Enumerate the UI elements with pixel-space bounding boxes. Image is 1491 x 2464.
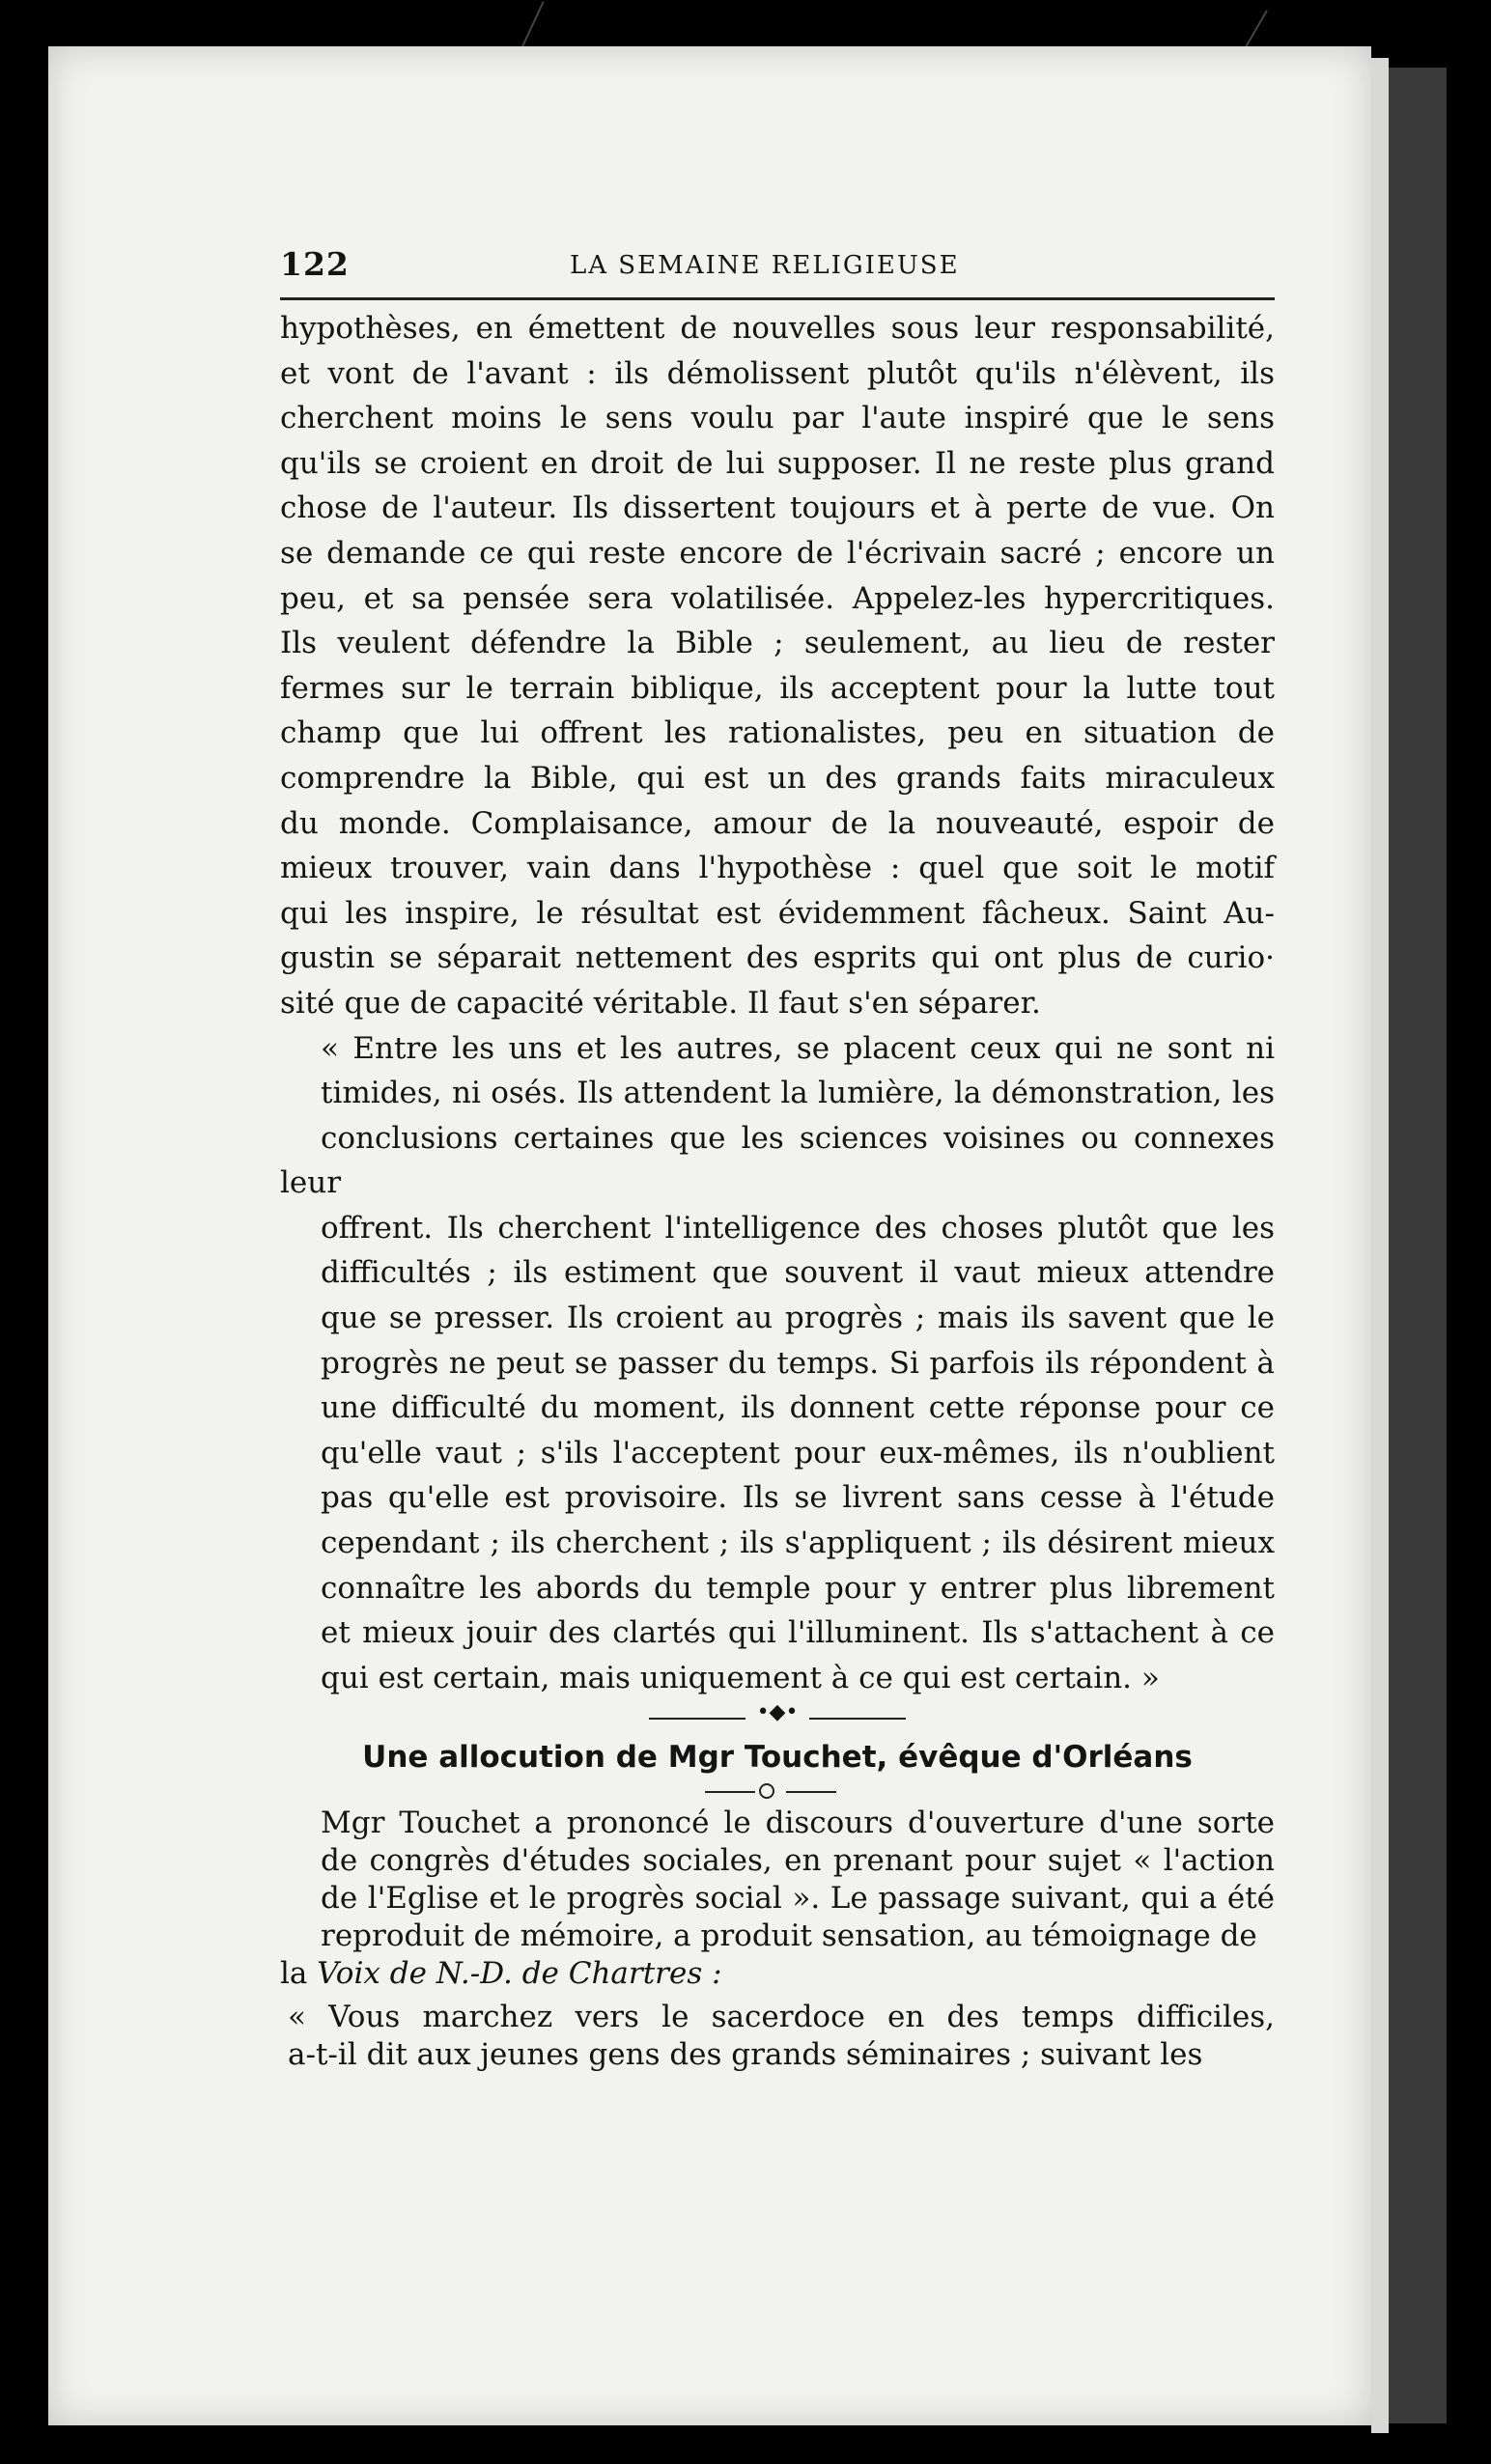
text-line: hypothèses, en émettent de nouvelles sous leur responsabilité, — [280, 311, 1275, 346]
text-line: difficultés ; ils estiment que souvent il vaut mieux attendre — [321, 1255, 1275, 1291]
text-line: mieux trouver, vain dans l'hypothèse : quel que soit le motif — [280, 851, 1275, 886]
header-rule — [280, 297, 1275, 300]
text-line: gustin se séparait nettement des esprits qui ont plus de curio· — [280, 940, 1275, 976]
text-line: comprendre la Bible, qui est un des grands faits miraculeux — [280, 760, 1275, 796]
text-line: que se presser. Ils croient au progrès ; mais ils savent que le — [321, 1301, 1275, 1336]
running-head — [280, 239, 1275, 297]
source-title: Voix de N.-D. de Chartres : — [317, 1956, 722, 1992]
section-title: Une allocution de Mgr Touchet, évêque d'Orléans — [362, 1740, 1193, 1776]
text-line: fermes sur le terrain biblique, ils acceptent pour la lutte tout — [280, 670, 1275, 706]
text-line: qui les inspire, le résultat est évidemment fâcheux. Saint Au- — [280, 895, 1275, 931]
section-ornament — [280, 1700, 1275, 1731]
text-line: Ils veulent défendre la Bible ; seulement, au lieu de rester — [280, 626, 1275, 661]
ornament-rule-right — [809, 1718, 906, 1720]
text-line: une difficulté du moment, ils donnent cette réponse pour ce — [321, 1390, 1275, 1426]
text-line: et vont de l'avant : ils démolissent plutôt qu'ils n'élèvent, ils — [280, 355, 1275, 391]
text-line: de congrès d'études sociales, en prenant pour sujet « l'action — [321, 1843, 1275, 1879]
body-paragraph-1 — [280, 306, 1275, 1026]
page-text-block — [280, 239, 1275, 2074]
page-edge — [1371, 58, 1389, 2433]
text-line: « Entre les uns et les autres, se placent ceux qui ne sont ni — [321, 1030, 1275, 1066]
text-line: connaître les abords du temple pour y entrer plus librement — [321, 1570, 1275, 1606]
text-line: pas qu'elle est provisoire. Ils se livrent sans cesse à l'étude — [321, 1480, 1275, 1516]
text-line: Mgr Touchet a prononcé le discours d'ouverture d'une sorte — [321, 1806, 1275, 1841]
text-line: du monde. Complaisance, amour de la nouveauté, espoir de — [280, 805, 1275, 841]
title-separator — [280, 1779, 1275, 1803]
page-number: 122 — [280, 245, 350, 283]
section-paragraph-1-plain: la — [280, 1956, 318, 1992]
text-line: peu, et sa pensée sera volatilisée. Appelez-les hypercritiques. — [280, 580, 1275, 616]
section-paragraph-1 — [280, 1805, 1275, 1955]
text-line: sité que de capacité véritable. Il faut s'en séparer. — [280, 985, 1041, 1021]
text-line: a-t-il dit aux jeunes gens des grands séminaires ; suivant les — [288, 2037, 1203, 2073]
text-line: conclusions certaines que les sciences voisines ou connexes leur — [280, 1120, 1275, 1201]
text-line: chose de l'auteur. Ils dissertent toujours et à perte de vue. On — [280, 490, 1275, 526]
text-line: se demande ce qui reste encore de l'écrivain sacré ; encore un — [280, 535, 1275, 571]
facing-page-shadow — [1389, 68, 1447, 2423]
text-line: offrent. Ils cherchent l'intelligence des choses plutôt que les — [321, 1210, 1275, 1246]
text-line: timides, ni osés. Ils attendent la lumière, la démonstration, les — [321, 1076, 1275, 1111]
text-line: cherchent moins le sens voulu par l'aute inspiré que le sens — [280, 401, 1275, 436]
separator-rule-right — [786, 1791, 836, 1793]
text-line: progrès ne peut se passer du temps. Si parfois ils répondent à — [321, 1345, 1275, 1381]
text-line: qu'elle vaut ; s'ils l'acceptent pour eux-mêmes, ils n'oublient — [321, 1435, 1275, 1470]
ornament-glyph: •◆• — [756, 1700, 799, 1725]
text-line: qu'ils se croient en droit de lui supposer. Il ne reste plus grand — [280, 445, 1275, 481]
body-paragraph-2 — [280, 1026, 1275, 1701]
journal-title: LA SEMAINE RELIGIEUSE — [570, 251, 960, 280]
text-line: cependant ; ils cherchent ; ils s'appliquent ; ils désirent mieux — [321, 1526, 1275, 1561]
ornament-rule-left — [649, 1718, 746, 1720]
text-line: reproduit de mémoire, a produit sensation, au témoignage de — [321, 1918, 1257, 1954]
separator-rule-left — [705, 1791, 755, 1793]
separator-circle-icon — [759, 1783, 774, 1799]
text-line: et mieux jouir des clartés qui l'illuminent. Ils s'attachent à ce — [321, 1615, 1275, 1651]
section-paragraph-2 — [280, 1999, 1275, 2074]
text-line: « Vous marchez vers le sacerdoce en des temps difficiles, — [288, 2000, 1275, 2035]
text-line: champ que lui offrent les rationalistes, peu en situation de — [280, 715, 1275, 751]
text-line: de l'Eglise et le progrès social ». Le passage suivant, qui a été — [321, 1881, 1275, 1917]
text-line: qui est certain, mais uniquement à ce qui est certain. » — [321, 1660, 1160, 1695]
section-paragraph-1-last-line — [280, 1955, 1275, 1993]
